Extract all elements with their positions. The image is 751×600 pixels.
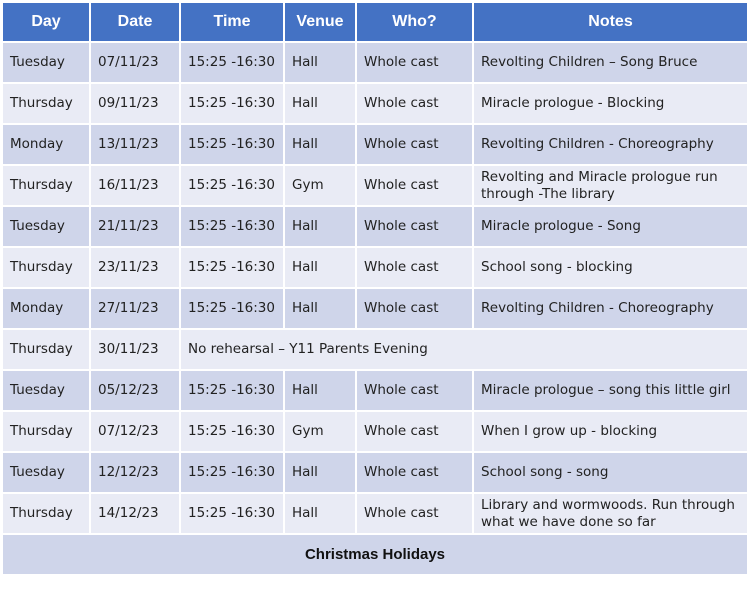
cell-date: 27/11/23: [91, 289, 179, 328]
cell-date: 21/11/23: [91, 207, 179, 246]
table-row: [3, 330, 747, 369]
cell-who: Whole cast: [357, 289, 472, 328]
header-date: Date: [91, 3, 179, 41]
cell-venue: Hall: [285, 125, 355, 164]
cell-time: 15:25 -16:30: [181, 84, 283, 123]
cell-notes: Miracle prologue - Blocking: [474, 84, 747, 123]
cell-venue: Hall: [285, 494, 355, 533]
cell-time: 15:25 -16:30: [181, 453, 283, 492]
cell-date: 14/12/23: [91, 494, 179, 533]
header-venue: Venue: [285, 3, 355, 41]
cell-who: Whole cast: [357, 207, 472, 246]
holiday-label: Christmas Holidays: [3, 535, 747, 574]
cell-venue: Hall: [285, 248, 355, 287]
cell-venue: Hall: [285, 453, 355, 492]
table-row: [3, 125, 747, 164]
cell-time: 15:25 -16:30: [181, 371, 283, 410]
cell-venue: Hall: [285, 289, 355, 328]
cell-day: Thursday: [3, 84, 89, 123]
cell-day: Tuesday: [3, 207, 89, 246]
cell-notes: Miracle prologue - Song: [474, 207, 747, 246]
cell-day: Thursday: [3, 330, 89, 369]
cell-notes: Revolting Children - Choreography: [474, 289, 747, 328]
cell-date: 12/12/23: [91, 453, 179, 492]
cell-notes: When I grow up - blocking: [474, 412, 747, 451]
table-row: [3, 494, 747, 533]
cell-day: Monday: [3, 125, 89, 164]
table-row: [3, 289, 747, 328]
cell-notes: Revolting and Miracle prologue run through -The library: [474, 166, 747, 205]
cell-venue: Hall: [285, 371, 355, 410]
cell-date: 16/11/23: [91, 166, 179, 205]
header-time: Time: [181, 3, 283, 41]
cell-venue: Hall: [285, 43, 355, 82]
cell-day: Thursday: [3, 166, 89, 205]
cell-time: 15:25 -16:30: [181, 166, 283, 205]
cell-time: 15:25 -16:30: [181, 207, 283, 246]
table-row: [3, 412, 747, 451]
cell-who: Whole cast: [357, 494, 472, 533]
cell-day: Thursday: [3, 412, 89, 451]
table-row: [3, 453, 747, 492]
table-row: [3, 84, 747, 123]
cell-date: 13/11/23: [91, 125, 179, 164]
cell-day: Thursday: [3, 494, 89, 533]
cell-venue: Gym: [285, 412, 355, 451]
cell-time: 15:25 -16:30: [181, 248, 283, 287]
cell-notes: Miracle prologue – song this little girl: [474, 371, 747, 410]
cell-who: Whole cast: [357, 43, 472, 82]
cell-venue: Hall: [285, 84, 355, 123]
cell-date: 07/12/23: [91, 412, 179, 451]
rehearsal-schedule-table: [1, 1, 749, 576]
cell-date: 30/11/23: [91, 330, 179, 369]
table-row: [3, 207, 747, 246]
cell-no-rehearsal-note: No rehearsal – Y11 Parents Evening: [181, 330, 747, 369]
cell-notes: Revolting Children - Choreography: [474, 125, 747, 164]
cell-date: 09/11/23: [91, 84, 179, 123]
cell-who: Whole cast: [357, 453, 472, 492]
cell-who: Whole cast: [357, 248, 472, 287]
holiday-row: [3, 535, 747, 574]
cell-time: 15:25 -16:30: [181, 412, 283, 451]
cell-day: Thursday: [3, 248, 89, 287]
cell-day: Tuesday: [3, 43, 89, 82]
cell-time: 15:25 -16:30: [181, 494, 283, 533]
cell-time: 15:25 -16:30: [181, 43, 283, 82]
table-row: [3, 166, 747, 205]
cell-who: Whole cast: [357, 166, 472, 205]
cell-day: Tuesday: [3, 453, 89, 492]
header-row: [3, 3, 747, 41]
cell-date: 05/12/23: [91, 371, 179, 410]
cell-day: Monday: [3, 289, 89, 328]
cell-who: Whole cast: [357, 125, 472, 164]
cell-notes: Library and wormwoods. Run through what we have done so far: [474, 494, 747, 533]
table-row: [3, 248, 747, 287]
cell-time: 15:25 -16:30: [181, 125, 283, 164]
cell-who: Whole cast: [357, 412, 472, 451]
cell-notes: Revolting Children – Song Bruce: [474, 43, 747, 82]
cell-notes: School song - song: [474, 453, 747, 492]
cell-time: 15:25 -16:30: [181, 289, 283, 328]
cell-notes: School song - blocking: [474, 248, 747, 287]
cell-who: Whole cast: [357, 371, 472, 410]
cell-day: Tuesday: [3, 371, 89, 410]
table-row: [3, 371, 747, 410]
cell-who: Whole cast: [357, 84, 472, 123]
header-notes: Notes: [474, 3, 747, 41]
cell-date: 07/11/23: [91, 43, 179, 82]
header-day: Day: [3, 3, 89, 41]
header-who: Who?: [357, 3, 472, 41]
cell-date: 23/11/23: [91, 248, 179, 287]
table-row: [3, 43, 747, 82]
cell-venue: Hall: [285, 207, 355, 246]
cell-venue: Gym: [285, 166, 355, 205]
